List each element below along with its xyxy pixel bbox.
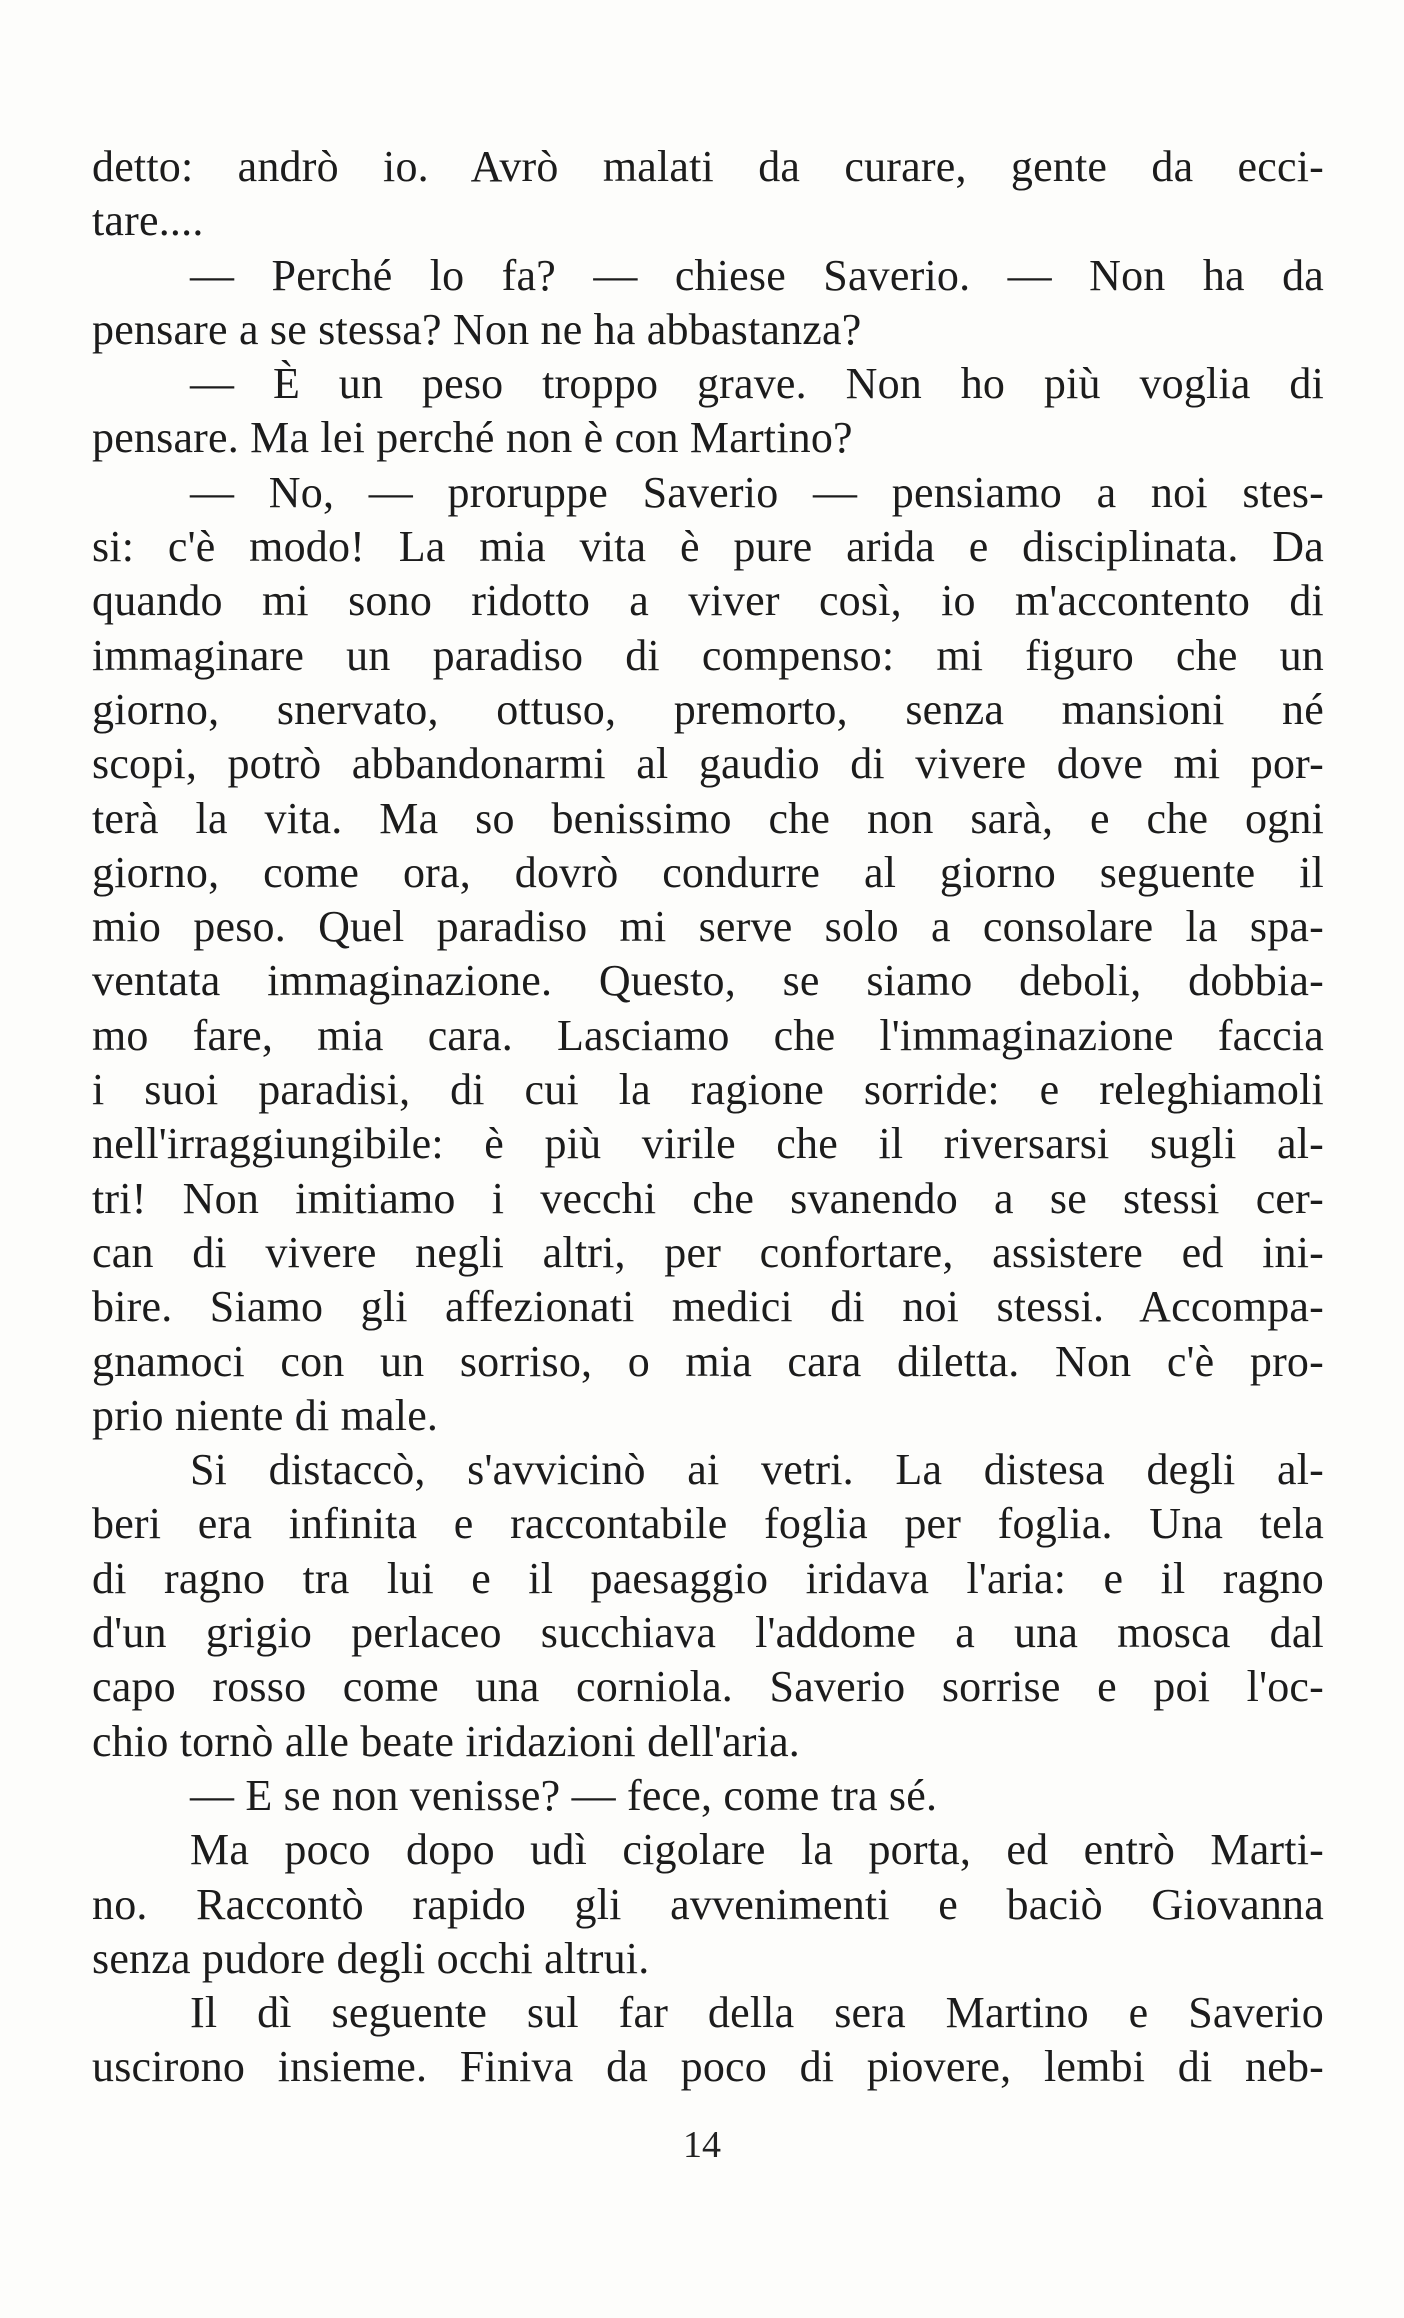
text-line: terà la vita. Ma so benissimo che non sarà, e che ogni bbox=[92, 793, 1324, 843]
text-line: pensare a se stessa? Non ne ha abbastanza? bbox=[92, 304, 862, 354]
text-line: senza pudore degli occhi altrui. bbox=[92, 1933, 650, 1983]
text-line: prio niente di male. bbox=[92, 1390, 439, 1440]
text-line: beri era infinita e raccontabile foglia per foglia. Una tela bbox=[92, 1499, 1324, 1549]
text-line: capo rosso come una corniola. Saverio sorrise e poi l'oc- bbox=[92, 1662, 1324, 1712]
text-line: nell'irraggiungibile: è più virile che il riversarsi sugli al- bbox=[92, 1119, 1324, 1169]
text-line: giorno, come ora, dovrò condurre al giorno seguente il bbox=[92, 847, 1324, 897]
text-line: mo fare, mia cara. Lasciamo che l'immaginazione faccia bbox=[92, 1010, 1324, 1060]
text-line: giorno, snervato, ottuso, premorto, senza mansioni né bbox=[92, 684, 1324, 734]
text-line: tare.... bbox=[92, 196, 204, 246]
body-text bbox=[92, 140, 1324, 2095]
text-line: i suoi paradisi, di cui la ragione sorride: e releghiamoli bbox=[92, 1065, 1324, 1115]
text-line: detto: andrò io. Avrò malati da curare, gente da ecci- bbox=[92, 142, 1324, 191]
text-line: ventata immaginazione. Questo, se siamo deboli, dobbia- bbox=[92, 956, 1324, 1006]
text-line: bire. Siamo gli affezionati medici di noi stessi. Accompa- bbox=[92, 1282, 1324, 1332]
text-line: no. Raccontò rapido gli avvenimenti e baciò Giovanna bbox=[92, 1879, 1324, 1929]
page-number: 14 bbox=[683, 2124, 721, 2166]
text-line: — E se non venisse? — fece, come tra sé. bbox=[190, 1770, 938, 1820]
text-line: can di vivere negli altri, per confortare, assistere ed ini- bbox=[92, 1227, 1324, 1277]
text-line: pensare. Ma lei perché non è con Martino? bbox=[92, 413, 853, 463]
text-line: mio peso. Quel paradiso mi serve solo a consolare la spa- bbox=[92, 902, 1324, 952]
text-line: — È un peso troppo grave. Non ho più voglia di bbox=[190, 359, 1324, 409]
text-line: tri! Non imitiamo i vecchi che svanendo a se stessi cer- bbox=[92, 1173, 1324, 1223]
text-line: Ma poco dopo udì cigolare la porta, ed entrò Marti- bbox=[190, 1825, 1324, 1875]
text-line: d'un grigio perlaceo succhiava l'addome a una mosca dal bbox=[92, 1608, 1324, 1658]
text-line: immaginare un paradiso di compenso: mi figuro che un bbox=[92, 630, 1324, 680]
text-line: di ragno tra lui e il paesaggio iridava l'aria: e il ragno bbox=[92, 1553, 1324, 1603]
text-line: si: c'è modo! La mia vita è pure arida e disciplinata. Da bbox=[92, 522, 1324, 572]
text-line: scopi, potrò abbandonarmi al gaudio di vivere dove mi por- bbox=[92, 739, 1324, 789]
text-line: — No, — proruppe Saverio — pensiamo a noi stes- bbox=[190, 467, 1324, 517]
text-line: uscirono insieme. Finiva da poco di piovere, lembi di neb- bbox=[92, 2042, 1324, 2092]
text-line: chio tornò alle beate iridazioni dell'aria. bbox=[92, 1716, 801, 1766]
text-line: — Perché lo fa? — chiese Saverio. — Non ha da bbox=[190, 250, 1324, 300]
text-line: quando mi sono ridotto a viver così, io m'accontento di bbox=[92, 576, 1324, 626]
text-line: gnamoci con un sorriso, o mia cara diletta. Non c'è pro- bbox=[92, 1336, 1324, 1386]
text-line: Si distaccò, s'avvicinò ai vetri. La distesa degli al- bbox=[190, 1445, 1324, 1495]
text-line: Il dì seguente sul far della sera Martino e Saverio bbox=[190, 1988, 1324, 2038]
